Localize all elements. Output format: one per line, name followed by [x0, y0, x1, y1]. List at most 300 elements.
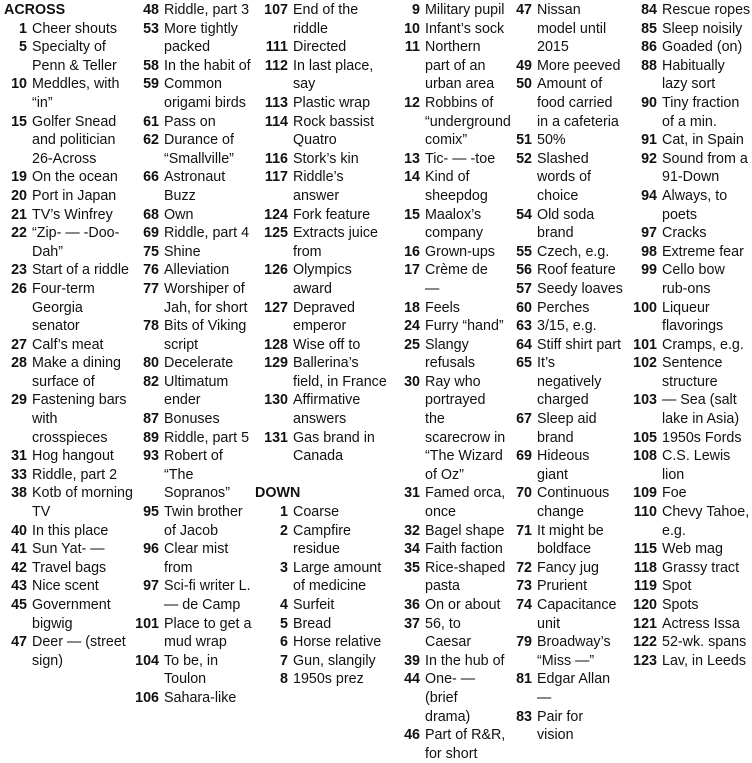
clue-item — [254, 522, 388, 559]
clue-number: 12 — [404, 94, 420, 111]
clue-item — [388, 336, 506, 373]
clue-item — [3, 596, 133, 633]
clue-item — [623, 484, 751, 503]
clue-item — [388, 559, 506, 596]
clue-text: Bagel shape — [425, 522, 505, 539]
clue-text: Specialty of Penn & Teller — [32, 39, 117, 74]
clue-number: 15 — [404, 206, 420, 223]
clue-text: Ballerina’s field, in France — [293, 355, 387, 390]
clue-number: 112 — [264, 57, 288, 74]
clue-text: Broadway’s “Miss —” — [537, 634, 611, 669]
clue-item — [623, 94, 751, 131]
clue-number: 27 — [11, 336, 27, 353]
clue-item — [388, 484, 506, 521]
clue-item — [506, 57, 623, 76]
clue-text: Part of R&R, for short — [425, 727, 506, 762]
clue-text: Feels — [425, 299, 460, 316]
clue-item — [623, 243, 751, 262]
clue-number: 75 — [143, 243, 159, 260]
clue-item — [388, 726, 506, 763]
clue-text: Gun, slangily — [293, 652, 376, 669]
clue-text: Horse relative — [293, 634, 382, 651]
clue-number: 4 — [280, 597, 288, 613]
clue-number: 79 — [516, 634, 532, 651]
clue-text: Surfeit — [293, 597, 335, 613]
clue-text: Travel bags — [32, 559, 107, 576]
clue-item — [506, 336, 623, 355]
clue-number: 16 — [404, 243, 420, 260]
clue-item — [623, 1, 751, 20]
clue-text: Hideous giant — [537, 448, 590, 483]
clue-item — [388, 1, 506, 20]
clue-number: 66 — [143, 169, 159, 186]
clue-number: 61 — [143, 113, 159, 130]
clue-text: More tightly packed — [164, 20, 238, 56]
clue-item — [388, 652, 506, 671]
clue-item — [388, 615, 506, 652]
clue-number: 52 — [516, 150, 532, 167]
clue-text: 56, to Caesar — [425, 615, 472, 651]
clue-text: Olympics award — [293, 262, 352, 297]
clue-item — [254, 503, 388, 522]
clue-item — [623, 540, 751, 559]
clue-text: Extreme fear — [662, 243, 744, 260]
clue-item — [254, 559, 388, 596]
clue-number: 77 — [143, 280, 159, 297]
clue-number: 47 — [516, 2, 532, 18]
clue-item — [254, 299, 388, 336]
clue-number: 3 — [280, 559, 288, 576]
clue-item — [133, 410, 254, 429]
clue-text: Worshiper of Jah, for short — [164, 280, 248, 316]
clue-number: 124 — [264, 206, 288, 223]
clue-text: Amount of food carried in a cafeteria — [537, 76, 619, 130]
clue-number: 126 — [264, 262, 288, 279]
clue-number: 39 — [404, 652, 420, 669]
clue-text: On or about — [425, 597, 501, 613]
clue-text: Astronaut Buzz — [164, 169, 226, 204]
clue-text: Extracts juice from — [293, 225, 379, 260]
clue-number: 60 — [516, 299, 532, 316]
clue-number: 94 — [641, 187, 657, 204]
clue-item — [623, 354, 751, 391]
clue-item — [254, 150, 388, 169]
clue-number: 69 — [143, 225, 159, 242]
clue-text: Robert of “The Sopranos” — [164, 448, 230, 502]
clue-item — [388, 38, 506, 94]
clue-text: Riddle, part 4 — [164, 225, 250, 242]
clue-number: 107 — [264, 2, 288, 18]
clue-text: Spots — [662, 597, 699, 613]
clue-number: 103 — [633, 392, 657, 409]
clue-item — [3, 38, 133, 75]
clue-number: 73 — [516, 578, 532, 595]
clue-number: 78 — [143, 318, 159, 335]
clue-text: Four-term Georgia senator — [32, 280, 95, 335]
clue-text: End of the riddle — [293, 2, 359, 37]
clue-text: Make a dining surface of — [32, 355, 122, 390]
clue-number: 122 — [633, 634, 657, 651]
clue-text: Northern part of an urban area — [425, 39, 495, 93]
clue-text: Nice scent — [32, 578, 99, 595]
clue-item — [623, 131, 751, 150]
clue-item — [506, 261, 623, 280]
clue-number: 82 — [143, 373, 159, 390]
clue-number: 53 — [143, 20, 159, 37]
down-header: DOWN — [255, 485, 301, 502]
clue-number: 110 — [633, 504, 657, 521]
clue-item — [133, 113, 254, 132]
clue-number: 99 — [641, 262, 657, 279]
clue-item — [388, 670, 506, 726]
clue-number: 72 — [516, 559, 532, 576]
clue-text: It’s negatively charged — [537, 355, 602, 409]
clue-item — [623, 336, 751, 355]
clue-item — [506, 577, 623, 596]
clue-text: Always, to poets — [662, 187, 728, 223]
clue-number: 121 — [633, 615, 657, 632]
clue-item — [133, 75, 254, 112]
clue-number: 108 — [633, 448, 657, 465]
clue-item — [506, 280, 623, 299]
clue-number: 13 — [404, 150, 420, 167]
clue-number: 117 — [264, 169, 288, 186]
clue-text: Ultimatum ender — [164, 373, 229, 409]
clue-number: 74 — [516, 597, 532, 613]
clue-text: 1950s Fords — [662, 429, 742, 446]
clue-item — [506, 522, 623, 559]
clue-text: Stork’s kin — [293, 150, 359, 167]
clue-item — [133, 577, 254, 614]
clue-text: Liqueur flavorings — [662, 299, 724, 335]
clue-number: 49 — [516, 57, 532, 74]
clue-text: Czech, e.g. — [537, 243, 610, 260]
clue-text: Fork feature — [293, 206, 371, 223]
clue-text: Clear mist from — [164, 541, 229, 576]
clue-text: 1950s prez — [293, 671, 364, 688]
clue-number: 109 — [633, 485, 657, 502]
clue-item — [623, 391, 751, 428]
clue-text: Crème de — — [425, 262, 488, 297]
clue-text: Common origami birds — [164, 76, 246, 111]
clue-text: Kind of sheepdog — [425, 169, 488, 204]
clue-number: 111 — [265, 39, 288, 56]
clue-item — [133, 689, 254, 708]
clue-item — [133, 131, 254, 168]
clue-number: 81 — [516, 671, 532, 688]
clue-text: One- — (brief drama) — [425, 671, 476, 725]
clue-item — [623, 577, 751, 596]
clue-number: 37 — [404, 615, 420, 632]
clue-item — [623, 224, 751, 243]
clue-text: Web mag — [662, 541, 723, 558]
clue-number: 33 — [11, 466, 27, 483]
clue-number: 63 — [516, 318, 532, 335]
clue-item — [254, 38, 388, 57]
clue-text: Coarse — [293, 504, 340, 521]
clue-item — [254, 206, 388, 225]
clue-text: Riddle, part 3 — [164, 2, 250, 18]
clue-item — [623, 429, 751, 448]
clue-number: 97 — [143, 578, 159, 595]
clue-number: 40 — [11, 522, 27, 539]
clue-item — [133, 261, 254, 280]
clue-text: Seedy loaves — [537, 280, 623, 297]
clue-number: 45 — [11, 597, 27, 613]
clue-item — [254, 168, 388, 205]
clue-number: 5 — [280, 615, 288, 632]
clue-item — [506, 150, 623, 206]
clue-number: 11 — [404, 39, 420, 56]
clue-number: 100 — [633, 299, 657, 316]
clue-item — [133, 243, 254, 262]
clue-item — [623, 503, 751, 540]
clue-number: 97 — [641, 225, 657, 242]
clue-number: 44 — [404, 671, 420, 688]
clue-number: 36 — [404, 597, 420, 613]
clue-item — [133, 224, 254, 243]
clue-item — [3, 187, 133, 206]
clue-number: 105 — [633, 429, 657, 446]
clue-number: 83 — [516, 708, 532, 725]
clue-number: 128 — [264, 336, 288, 353]
clue-text: C.S. Lewis lion — [662, 448, 731, 483]
clue-number: 1 — [19, 20, 27, 37]
clue-number: 14 — [404, 169, 420, 186]
clue-item — [3, 559, 133, 578]
clue-item — [254, 391, 388, 428]
clue-text: Depraved emperor — [293, 299, 355, 335]
clue-number: 51 — [516, 132, 532, 149]
clue-text: Campfire residue — [293, 522, 351, 558]
clue-column-3 — [254, 1, 388, 717]
clue-number: 106 — [135, 689, 159, 706]
clue-text: Sleep aid brand — [537, 411, 597, 446]
clue-item — [623, 596, 751, 615]
clue-text: Old soda brand — [537, 206, 595, 242]
clue-item — [254, 224, 388, 261]
clue-number: 58 — [143, 57, 159, 74]
clue-text: Pair for vision — [537, 708, 584, 744]
clue-text: Continuous change — [537, 485, 610, 521]
clue-item — [623, 633, 751, 652]
clue-number: 70 — [516, 485, 532, 502]
clue-number: 59 — [143, 76, 159, 93]
clue-text: Foe — [662, 485, 687, 502]
clue-text: Start of a riddle — [32, 262, 129, 279]
clue-number: 20 — [11, 187, 27, 204]
clue-text: Plastic wrap — [293, 94, 371, 111]
clue-text: Affirmative answers — [293, 392, 361, 428]
clue-item — [623, 447, 751, 484]
clue-item — [388, 20, 506, 39]
clue-text: Large amount of medicine — [293, 559, 382, 595]
clue-number: 130 — [264, 392, 288, 409]
clue-text: “Zip- — -Doo-Dah” — [32, 225, 120, 260]
clue-item — [506, 1, 623, 57]
clue-item — [623, 187, 751, 224]
clue-number: 15 — [11, 113, 27, 130]
clue-text: On the ocean — [32, 169, 118, 186]
clue-item — [388, 373, 506, 485]
clue-item — [506, 559, 623, 578]
clue-item — [388, 94, 511, 150]
clue-item — [3, 447, 133, 466]
clue-text: Bits of Viking script — [164, 318, 247, 353]
clue-item — [3, 224, 133, 261]
clue-item — [3, 577, 133, 596]
clue-item — [254, 429, 388, 466]
clue-item — [3, 168, 133, 187]
clue-number: 32 — [404, 522, 420, 539]
clue-text: Infant’s sock — [425, 20, 505, 37]
clue-text: Tic- — -toe — [425, 150, 496, 167]
clue-text: Spot — [662, 578, 692, 595]
clue-number: 115 — [633, 541, 657, 558]
clue-item — [133, 652, 254, 689]
clue-text: 52-wk. spans — [662, 634, 747, 651]
clue-column-2 — [133, 1, 254, 717]
clue-number: 10 — [11, 76, 27, 93]
clue-item — [623, 38, 751, 57]
clue-item — [388, 317, 506, 336]
clue-text: Golfer Snead and politician 26-Across — [32, 113, 117, 167]
clue-number: 29 — [11, 392, 27, 409]
clue-item — [254, 113, 388, 150]
across-header: ACROSS — [4, 2, 66, 18]
clue-number: 31 — [404, 485, 420, 502]
clue-number: 120 — [633, 597, 657, 613]
clue-item — [133, 206, 254, 225]
clue-text: Shine — [164, 243, 201, 260]
clue-number: 2 — [280, 522, 288, 539]
clue-item — [623, 261, 751, 298]
clue-number: 43 — [11, 578, 27, 595]
clue-number: 50 — [516, 76, 532, 93]
clue-item — [133, 429, 254, 448]
clue-text: Cheer shouts — [32, 20, 118, 37]
clue-number: 18 — [404, 299, 420, 316]
clue-text: Sentence structure — [662, 355, 723, 390]
clue-number: 131 — [264, 429, 288, 446]
clue-item — [388, 261, 506, 298]
clue-text: TV’s Winfrey — [32, 206, 113, 223]
clue-text: Fastening bars with crosspieces — [32, 392, 127, 446]
clue-text: In this place — [32, 522, 109, 539]
clue-item — [506, 484, 623, 521]
clue-text: Habitually lazy sort — [662, 57, 725, 93]
clue-text: Gas brand in Canada — [293, 429, 375, 465]
clue-number: 123 — [633, 652, 657, 669]
clue-number: 10 — [404, 20, 420, 37]
clue-text: Actress Issa — [662, 615, 740, 632]
clue-number: 69 — [516, 448, 532, 465]
clue-text: Slashed words of choice — [537, 150, 592, 204]
clue-number: 31 — [11, 448, 27, 465]
clue-item — [3, 261, 133, 280]
clue-item — [3, 206, 133, 225]
clue-number: 22 — [11, 225, 27, 242]
clue-number: 30 — [404, 373, 420, 390]
clue-number: 95 — [143, 504, 159, 521]
clue-number: 56 — [516, 262, 532, 279]
clue-text: Military pupil — [425, 2, 505, 18]
clue-text: Prurient — [537, 578, 588, 595]
clue-text: Faith faction — [425, 541, 503, 558]
clue-number: 24 — [404, 318, 420, 335]
clue-item — [133, 168, 254, 205]
clue-number: 34 — [404, 541, 420, 558]
clue-text: Bread — [293, 615, 332, 632]
clue-number: 28 — [11, 355, 27, 372]
clue-item — [3, 484, 133, 521]
clue-item — [133, 373, 254, 410]
clue-number: 118 — [633, 559, 657, 576]
clue-text: Lav, in Leeds — [662, 652, 746, 669]
clue-item — [133, 317, 254, 354]
clue-text: Calf’s meat — [32, 336, 104, 353]
clue-text: Cracks — [662, 225, 707, 242]
clue-number: 19 — [11, 169, 27, 186]
clue-text: Perches — [537, 299, 590, 316]
clue-text: Kotb of morning TV — [32, 485, 133, 521]
clue-text: Nissan model until 2015 — [537, 2, 607, 56]
clue-number: 87 — [143, 411, 159, 428]
clue-item — [3, 113, 133, 169]
clue-text: Sleep noisily — [662, 20, 743, 37]
clue-number: 8 — [280, 671, 288, 688]
clue-number: 48 — [143, 2, 159, 18]
clue-item — [506, 410, 623, 447]
clue-item — [133, 615, 254, 652]
clue-item — [388, 206, 506, 243]
clue-text: Famed orca, once — [425, 485, 506, 521]
clue-item — [506, 299, 623, 318]
clue-number: 101 — [135, 615, 159, 632]
clue-item — [623, 652, 751, 671]
clue-number: 68 — [143, 206, 159, 223]
clue-text: Riddle, part 2 — [32, 466, 118, 483]
clue-text: It might be boldface — [537, 522, 604, 558]
clue-item — [388, 596, 506, 615]
clue-number: 119 — [633, 578, 657, 595]
clue-item — [254, 94, 388, 113]
clue-number: 67 — [516, 411, 532, 428]
clue-text: Furry “hand” — [425, 318, 504, 335]
clue-text: Sound from a 91-Down — [662, 150, 748, 186]
clue-number: 76 — [143, 262, 159, 279]
clue-item — [623, 57, 751, 94]
clue-number: 114 — [264, 113, 288, 130]
clue-item — [133, 280, 254, 317]
clue-number: 41 — [11, 541, 27, 558]
clue-number: 80 — [143, 355, 159, 372]
clue-text: Place to get a mud wrap — [164, 615, 252, 651]
clue-number: 17 — [404, 262, 420, 279]
clue-number: 5 — [19, 39, 27, 56]
clue-item — [3, 522, 133, 541]
clue-number: 7 — [280, 652, 288, 669]
clue-item — [506, 708, 623, 745]
clue-text: Ray who portrayed the scarecrow in “The Wizard of Oz” — [425, 373, 506, 483]
clue-text: Roof feature — [537, 262, 616, 279]
clue-item — [254, 261, 388, 298]
clue-number: 88 — [641, 57, 657, 74]
clue-number: 21 — [11, 206, 27, 223]
clue-item — [254, 596, 388, 615]
clue-item — [388, 522, 506, 541]
clue-item — [506, 243, 623, 262]
